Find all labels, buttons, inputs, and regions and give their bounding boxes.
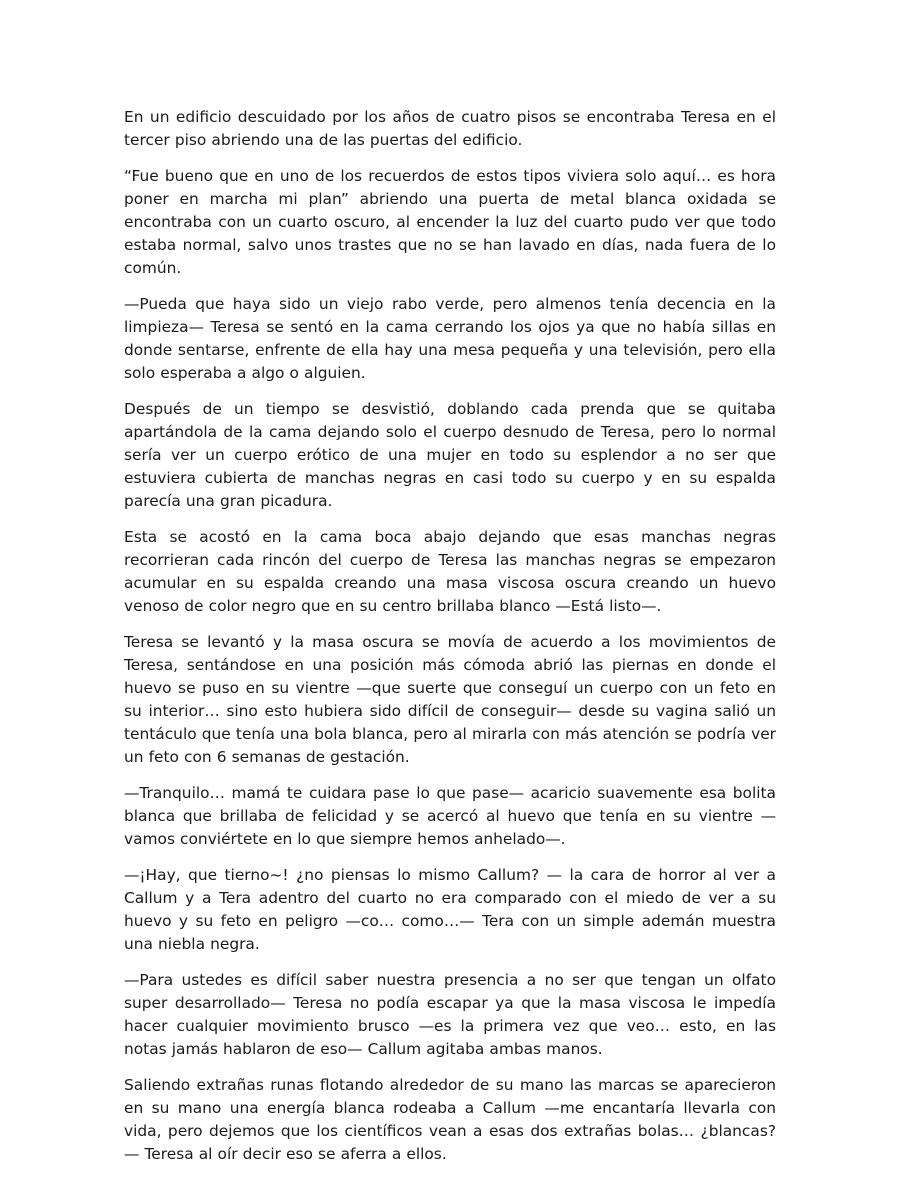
paragraph-8: —¡Hay, que tierno~! ¿no piensas lo mismo Callum? — la cara de horror al ver a Callum y a Tera adentro del cuarto no era comparado con el miedo de ver a su huevo y su feto en peligro —co… como…— Tera con un simple ademán muestra una niebla negra. — [124, 866, 776, 953]
paragraph-6: Teresa se levantó y la masa oscura se movía de acuerdo a los movimientos de Teresa, sentándose en una posición más cómoda abrió las piernas en donde el huevo se puso en su vientre —que suerte que conseguí un cuerpo con un feto en su interior… sino esto hubiera sido difícil de conseguir— desde su vagina salió un tentáculo que tenía una bola blanca, pero al mirarla con más atención se podría ver un feto con 6 semanas de gestación. — [124, 633, 776, 766]
body-text — [124, 106, 776, 1179]
paragraph-7: —Tranquilo… mamá te cuidara pase lo que pase— acaricio suavemente esa bolita blanca que brillaba de felicidad y se acercó al huevo que tenía en su vientre —vamos conviértete en lo que siempre hemos anhelado—. — [124, 784, 776, 848]
paragraph-9: —Para ustedes es difícil saber nuestra presencia a no ser que tengan un olfato super desarrollado— Teresa no podía escapar ya que la masa viscosa le impedía hacer cualquier movimiento brusco —es la primera vez que veo… esto, en las notas jamás hablaron de eso— Callum agitaba ambas manos. — [124, 971, 776, 1058]
paragraph-5: Esta se acostó en la cama boca abajo dejando que esas manchas negras recorrieran cada rincón del cuerpo de Teresa las manchas negras se empezaron acumular en su espalda creando una masa viscosa oscura creando un huevo venoso de color negro que en su centro brillaba blanco —Está listo—. — [124, 528, 776, 615]
paragraph-4: Después de un tiempo se desvistió, doblando cada prenda que se quitaba apartándola de la cama dejando solo el cuerpo desnudo de Teresa, pero lo normal sería ver un cuerpo erótico de una mujer en todo su esplendor a no ser que estuviera cubierta de manchas negras en casi todo su cuerpo y en su espalda parecía una gran picadura. — [124, 400, 776, 510]
paragraph-1: En un edificio descuidado por los años de cuatro pisos se encontraba Teresa en el tercer piso abriendo una de las puertas del edificio. — [124, 108, 776, 149]
paragraph-3: —Pueda que haya sido un viejo rabo verde, pero almenos tenía decencia en la limpieza— Teresa se sentó en la cama cerrando los ojos ya que no había sillas en donde sentarse, enfrente de ella hay una mesa pequeña y una televisión, pero ella solo esperaba a algo o alguien. — [124, 295, 776, 382]
paragraph-10: Saliendo extrañas runas flotando alrededor de su mano las marcas se aparecieron en su mano una energía blanca rodeaba a Callum —me encantaría llevarla con vida, pero dejemos que los científicos vean a esas dos extrañas bolas… ¿blancas? — Teresa al oír decir eso se aferra a ellos. — [124, 1076, 776, 1163]
paragraph-2: “Fue bueno que en uno de los recuerdos de estos tipos viviera solo aquí… es hora poner en marcha mi plan” abriendo una puerta de metal blanca oxidada se encontraba con un cuarto oscuro, al encender la luz del cuarto pudo ver que todo estaba normal, salvo unos trastes que no se han lavado en días, nada fuera de lo común. — [124, 167, 776, 277]
